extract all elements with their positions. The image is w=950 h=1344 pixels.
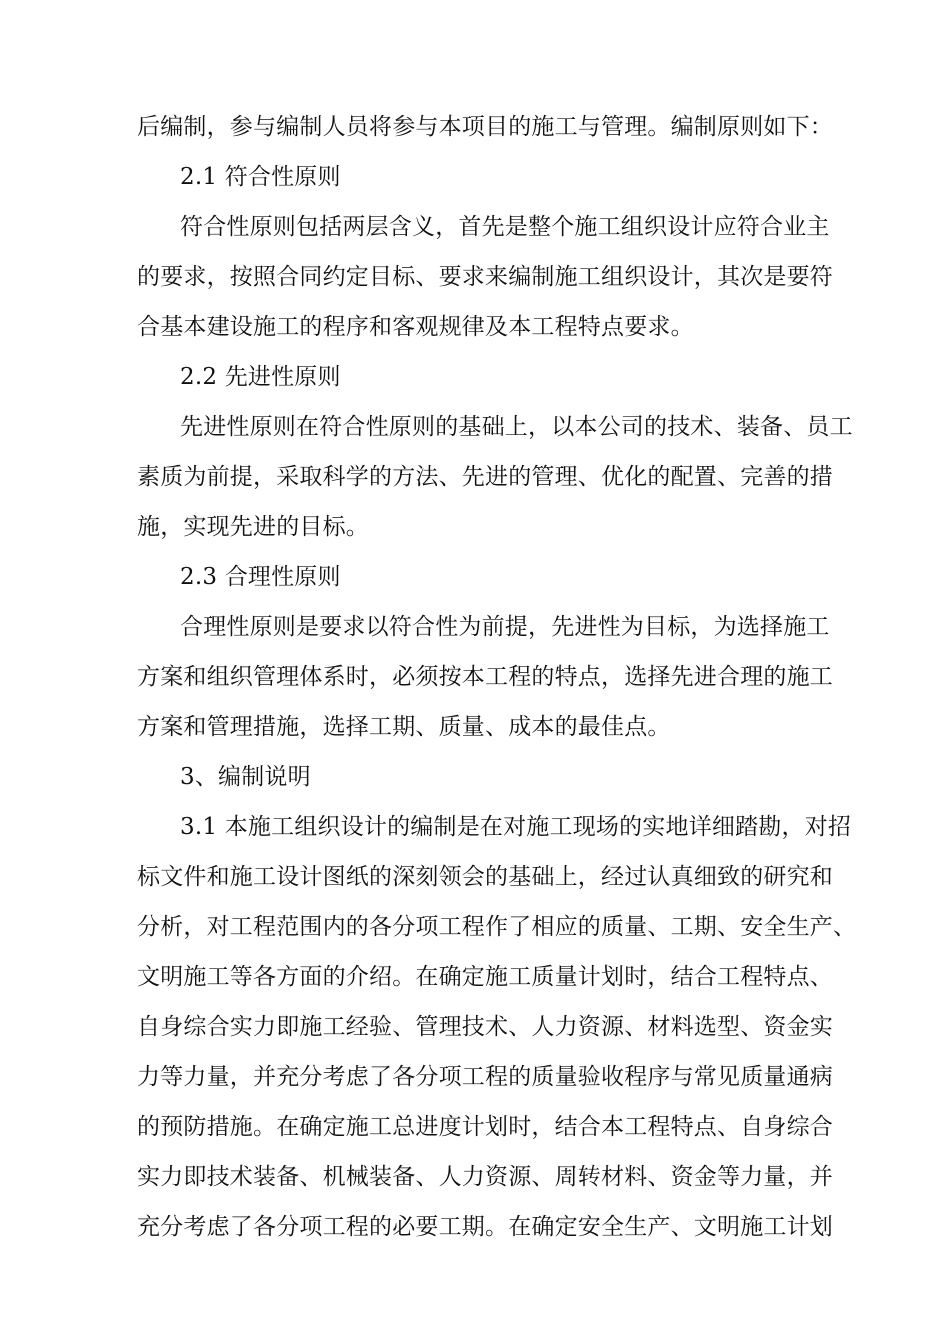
paragraph-line: 自身综合实力即施工经验、管理技术、人力资源、材料选型、资金实 [137,1014,833,1040]
paragraph-line: 力等力量，并充分考虑了各分项工程的质量验收程序与常见质量通病 [137,1064,833,1090]
paragraph-line: 分析，对工程范围内的各分项工程作了相应的质量、工期、安全生产、 [137,914,857,940]
paragraph-line: 充分考虑了各分项工程的必要工期。在确定安全生产、文明施工计划 [137,1214,833,1240]
paragraph-line: 文明施工等各方面的介绍。在确定施工质量计划时，结合工程特点、 [137,964,833,990]
paragraph-line: 合基本建设施工的程序和客观规律及本工程特点要求。 [137,314,694,340]
paragraph-line: 符合性原则包括两层含义，首先是整个施工组织设计应符合业主 [180,214,830,240]
paragraph-line: 方案和组织管理体系时，必须按本工程的特点，选择先进合理的施工 [137,664,833,690]
paragraph-line: 实力即技术装备、机械装备、人力资源、周转材料、资金等力量，并 [137,1164,833,1190]
paragraph-line: 合理性原则是要求以符合性为前提，先进性为目标，为选择施工 [180,614,830,640]
section-heading: 2.2 先进性原则 [180,364,341,390]
paragraph-line: 素质为前提，采取科学的方法、先进的管理、优化的配置、完善的措 [137,464,833,490]
paragraph-line: 标文件和施工设计图纸的深刻领会的基础上，经过认真细致的研究和 [137,864,833,890]
paragraph-line: 先进性原则在符合性原则的基础上，以本公司的技术、装备、员工 [180,414,853,440]
paragraph-line: 施，实现先进的目标。 [137,514,369,540]
paragraph-line: 方案和管理措施，选择工期、质量、成本的最佳点。 [137,714,671,740]
paragraph-line: 后编制，参与编制人员将参与本项目的施工与管理。编制原则如下： [137,114,833,140]
section-heading: 2.1 符合性原则 [180,164,341,190]
section-heading: 2.3 合理性原则 [180,564,341,590]
section-heading: 3、编制说明 [180,764,311,790]
paragraph-line: 的要求，按照合同约定目标、要求来编制施工组织设计，其次是要符 [137,264,833,290]
paragraph-line: 3.1 本施工组织设计的编制是在对施工现场的实地详细踏勘，对招 [180,814,852,840]
paragraph-line: 的预防措施。在确定施工总进度计划时，结合本工程特点、自身综合 [137,1114,833,1140]
